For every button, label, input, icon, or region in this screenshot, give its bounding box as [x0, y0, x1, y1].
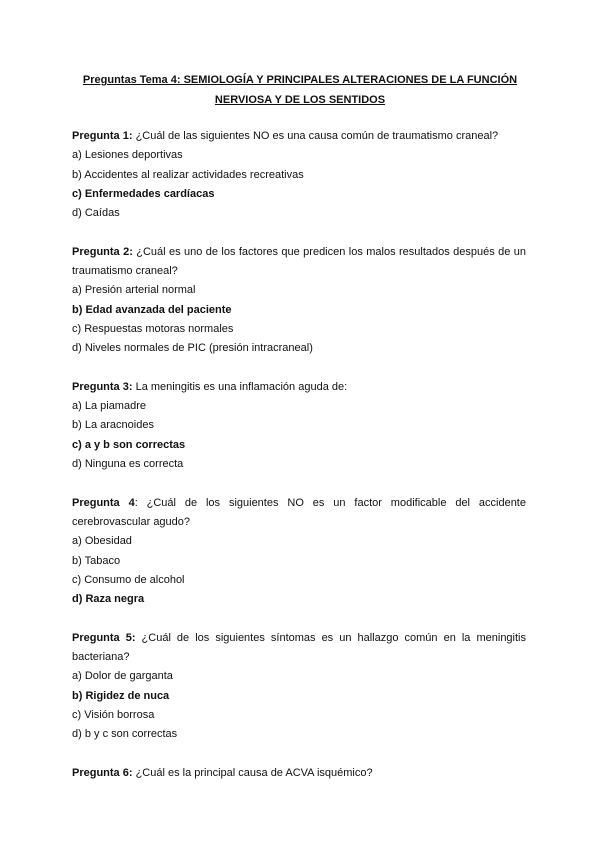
question-6-label: Pregunta 6: [72, 766, 133, 779]
question-2-option-c: c) Respuestas motoras normales [72, 322, 234, 335]
question-4-option-b: b) Tabaco [72, 554, 121, 567]
question-5-text [72, 629, 526, 668]
question-1-label: Pregunta 1: [72, 130, 133, 142]
question-4-text [72, 494, 526, 533]
question-5-label: Pregunta 5: [72, 631, 136, 644]
question-4 [72, 494, 526, 610]
question-2-body: ¿Cuál es uno de los factores que predicen los malos resultados después de un traumatismo craneal? [72, 245, 526, 278]
title-main: SEMIOLOGÍA Y PRINCIPALES ALTERACIONES DE LA FUNCIÓN NERVIOSA Y DE LOS SENTIDOS [183, 74, 518, 106]
question-1-text [72, 127, 526, 146]
question-4-option-d: d) Raza negra [72, 593, 145, 606]
questions-list [72, 127, 526, 802]
question-3-option-a: a) La piamadre [72, 400, 146, 413]
question-6-text [72, 764, 526, 783]
question-3-option-c: c) a y b son correctas [72, 438, 186, 451]
document-title [70, 70, 530, 110]
question-3-option-b: b) La aracnoides [72, 419, 154, 432]
question-5 [72, 629, 526, 745]
question-5-option-b: b) Rigidez de nuca [72, 689, 170, 702]
title-prefix: Preguntas Tema 4: [82, 74, 184, 86]
question-4-option-c: c) Consumo de alcohol [72, 573, 185, 586]
question-4-label: Pregunta 4 [72, 496, 135, 509]
question-5-option-c: c) Visión borrosa [72, 708, 155, 721]
question-2 [72, 243, 526, 359]
question-3-option-d: d) Ninguna es correcta [72, 458, 184, 471]
question-1-option-a: a) Lesiones deportivas [72, 149, 183, 162]
question-1-option-d: d) Caídas [72, 207, 120, 220]
question-5-option-d: d) b y c son correctas [72, 728, 178, 741]
question-3 [72, 378, 526, 474]
question-3-body: La meningitis es una inflamación aguda de: [132, 380, 348, 393]
question-1-body: ¿Cuál de las siguientes NO es una causa común de traumatismo craneal? [132, 130, 499, 142]
question-5-body: ¿Cuál de los siguientes síntomas es un hallazgo común en la meningitis bacteriana? [72, 631, 526, 664]
question-2-label: Pregunta 2: [72, 245, 133, 258]
question-4-body: : ¿Cuál de los siguientes NO es un factor modificable del accidente cerebrovascular agudo? [72, 496, 526, 528]
question-2-option-b: b) Edad avanzada del paciente [72, 303, 232, 316]
question-1-option-b: b) Accidentes al realizar actividades recreativas [72, 168, 304, 181]
question-3-label: Pregunta 3: [72, 380, 133, 393]
question-5-option-a: a) Dolor de garganta [72, 670, 173, 683]
question-2-text [72, 243, 526, 282]
question-2-option-a: a) Presión arterial normal [72, 284, 196, 297]
question-4-option-a: a) Obesidad [72, 535, 132, 548]
question-1-option-c: c) Enfermedades cardíacas [72, 187, 215, 200]
question-6-body: ¿Cuál es la principal causa de ACVA isquémico? [132, 766, 373, 779]
question-2-option-d: d) Niveles normales de PIC (presión intracraneal) [72, 342, 313, 355]
question-3-text [72, 378, 526, 397]
question-6 [72, 764, 526, 783]
question-1 [72, 127, 526, 223]
